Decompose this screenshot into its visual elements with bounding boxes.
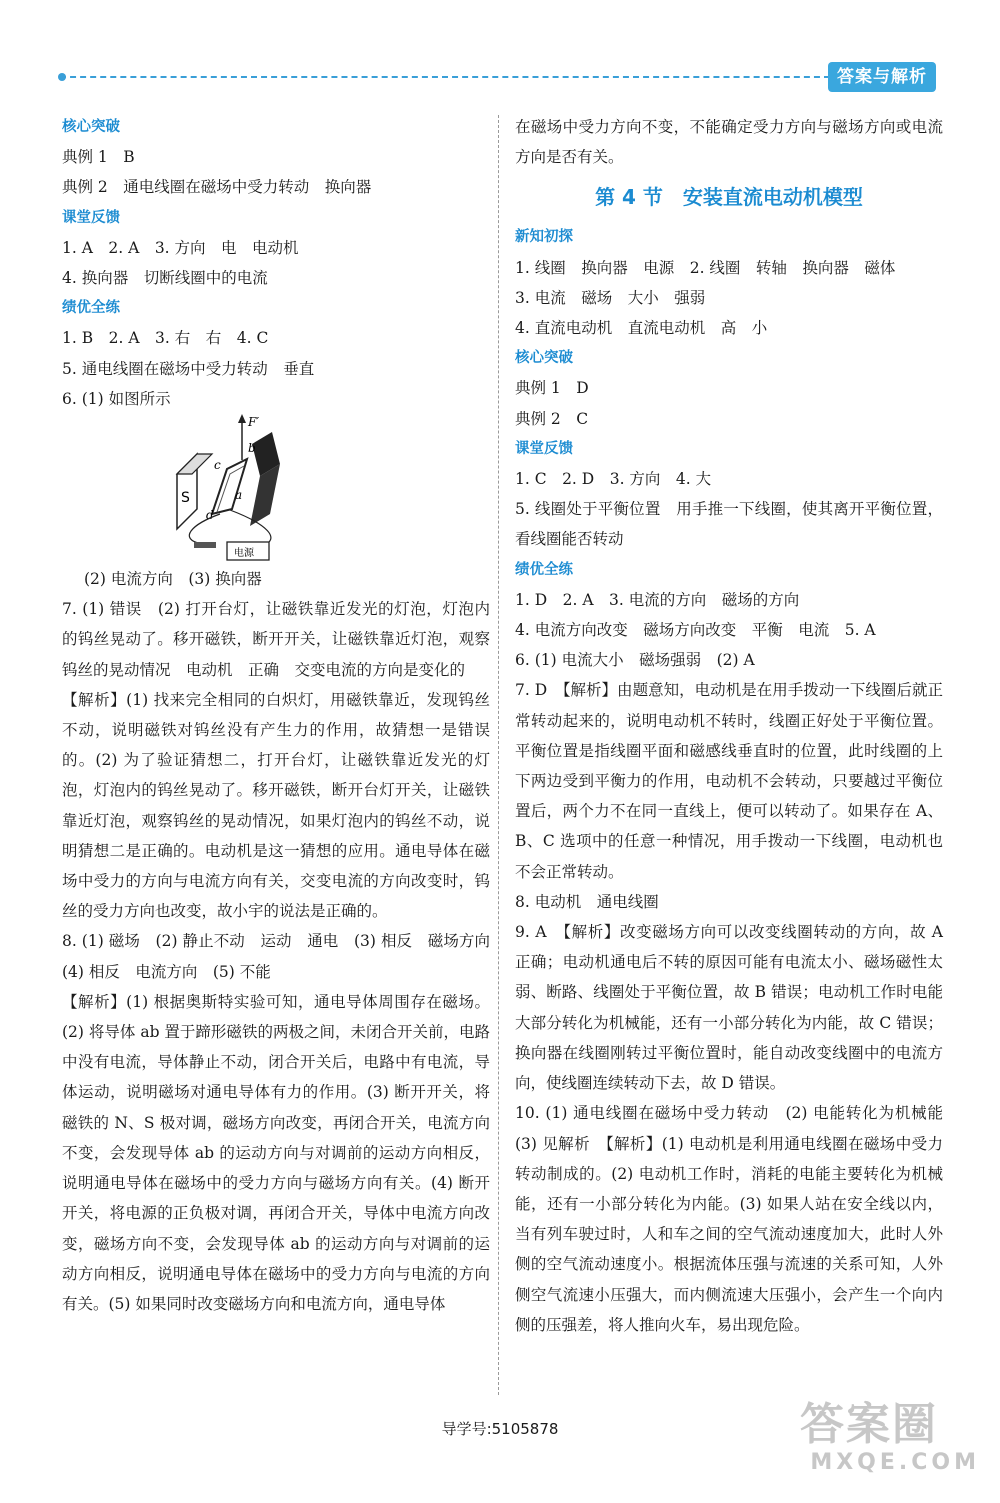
answer-line: 4. 换向器 切断线圈中的电流 — [62, 269, 268, 288]
point-c-label: c — [214, 458, 221, 473]
analysis-paragraph: 10. (1) 通电线圈在磁场中受力转动 (2) 电能转化为机械能 (3) 见解析 【解析】(1) 电动机是利用通电线圈在磁场中受力转动制成的。(2) 电动机工作时，消耗的电能主要转化为机械能，还有一小部分转化为内能。(3) 如果人站在安全线以内，当有列车驶过时，人和车之间的空气流动速度加大，此时人外侧的空气流动速度小。根据流体压强与流速的关系可知，人外侧空气流速小压强大，而内侧流速大压强小，会产生一个向内侧的压强差，将人推向火车，易出现危险。 — [515, 1104, 959, 1334]
analysis-paragraph: 9. A 【解析】改变磁场方向可以改变线圈转动的方向，故 A 正确；电动机通电后不转的原因可能有电流太小、磁场磁性太弱、断路、线圈处于平衡位置，故 B 错误；电动机工作时电能大部分转化为机械能，还有一小部分转化为内能，故 C 错误；换向器在线圈刚转过平衡位置时，能自动改变线圈中的电流方向，使线圈连续转动下去，故 D 错误。 — [515, 923, 943, 1093]
motor-diagram — [62, 414, 490, 564]
chapter-title: 第 4 节 安装直流电动机模型 — [595, 185, 863, 210]
answer-line: 典例 2 C — [515, 409, 589, 428]
answer-line: 1. D 2. A 3. 电流的方向 磁场的方向 — [515, 590, 800, 609]
answer-paragraph: 5. 线圈处于平衡位置 用手推一下线圈，使其离开平衡位置，看线圈能否转动 — [515, 500, 943, 549]
page-footer-code: 导学号:5105878 — [441, 1420, 559, 1438]
watermark-logo: 答案圈 — [800, 1399, 938, 1450]
answer-line: 4. 电流方向改变 磁场方向改变 平衡 电流 5. A — [515, 621, 876, 640]
watermark — [800, 1400, 990, 1495]
force-label: F′ — [248, 415, 260, 430]
answer-paragraph: 8. (1) 磁场 (2) 静止不动 运动 通电 (3) 相反 磁场方向 (4) 相反 电流方向 (5) 不能 — [62, 932, 506, 981]
left-column — [62, 112, 506, 1319]
point-b-label: b — [248, 441, 256, 456]
answer-line: 6. (1) 如图所示 — [62, 389, 171, 408]
power-label: 电源 — [234, 548, 254, 560]
point-d-label: d — [206, 508, 214, 523]
point-a-label: a — [235, 488, 243, 503]
continued-paragraph: 在磁场中受力方向不变，不能确定受力方向与磁场方向或电流方向是否有关。 — [515, 118, 943, 167]
header-tag: 答案与解析 — [828, 62, 936, 92]
watermark-url: MXQE.COM — [810, 1450, 980, 1475]
answer-line: (2) 电流方向 (3) 换向器 — [84, 570, 262, 589]
section-heading: 课堂反馈 — [515, 440, 573, 457]
section-heading: 核心突破 — [62, 119, 120, 135]
answer-line: 典例 2 通电线圈在磁场中受力转动 换向器 — [62, 178, 372, 197]
answer-line: 8. 电动机 通电线圈 — [515, 892, 659, 911]
answer-line: 典例 1 B — [62, 148, 135, 167]
answer-line: 3. 电流 磁场 大小 强弱 — [515, 288, 706, 307]
analysis-paragraph: 【解析】(1) 根据奥斯特实验可知，通电导体周围存在磁场。(2) 将导体 ab 置于蹄形磁铁的两极之间，未闭合开关前，电路中没有电流，导体静止不动，闭合开关后，电路中有电流，导体运动，说明磁场对通电导体有力的作用。(3) 断开开关，将磁铁的 N、S 极对调，磁场方向改变，再闭合开关，电流方向不变，会发现导体 ab 的运动方向与对调前的运动方向相反，说明通电导体在磁场中的受力方向与磁场方向有关。(4) 断开开关，将电源的正负极对调，再闭合开关，导体中电流方向改变，磁场方向不变，会发现导体 ab 的运动方向与对调前的运动方向相反，说明通电导体在磁场中的受力方向与电流的方向有关。(5) 如果同时改变磁场方向和电流方向，通电导体 — [62, 992, 490, 1313]
section-heading: 绩优全练 — [515, 561, 573, 578]
answer-line: 典例 1 D — [515, 379, 589, 398]
answer-paragraph: 7. (1) 错误 (2) 打开台灯，让磁铁靠近发光的灯泡，灯泡内的钨丝晃动了。移开磁铁，断开开关，让磁铁靠近灯泡，观察钨丝的晃动情况 电动机 正确 交变电流的方向是变化的 — [62, 600, 490, 679]
column-divider — [498, 115, 499, 1395]
answer-line: 1. B 2. A 3. 右 右 4. C — [62, 329, 269, 348]
section-heading: 绩优全练 — [62, 300, 120, 317]
magnet-s-label: S — [181, 490, 190, 507]
answer-line: 4. 直流电动机 直流电动机 高 小 — [515, 319, 768, 338]
answer-line: 1. 线圈 换向器 电源 2. 线圈 转轴 换向器 磁体 — [515, 258, 896, 277]
right-column — [515, 112, 959, 1340]
answer-line: 6. (1) 电流大小 磁场强弱 (2) A — [515, 651, 755, 670]
analysis-paragraph: 7. D 【解析】由题意知，电动机是在用手拨动一下线圈后就正常转动起来的，说明电动机不转时，线圈正好处于平衡位置。平衡位置是指线圈平面和磁感线垂直时的位置，此时线圈的上下两边受到平衡力的作用，电动机不会转动，只要越过平衡位置后，两个力不在同一直线上，便可以转动了。如果存在 A、B、C 选项中的任意一种情况，用手拨动一下线圈，电动机也不会正常转动。 — [515, 681, 943, 881]
answer-line: 5. 通电线圈在磁场中受力转动 垂直 — [62, 359, 315, 378]
section-heading: 核心突破 — [515, 350, 573, 367]
motor-diagram-svg — [172, 414, 312, 564]
answer-line: 1. A 2. A 3. 方向 电 电动机 — [62, 238, 299, 257]
section-heading: 课堂反馈 — [62, 209, 120, 226]
wire-left — [189, 514, 220, 544]
answer-line: 1. C 2. D 3. 方向 4. 大 — [515, 470, 712, 489]
analysis-paragraph: 【解析】(1) 找来完全相同的白炽灯，用磁铁靠近，发现钨丝不动，说明磁铁对钨丝没有产生力的作用，故猜想一是错误的。(2) 为了验证猜想二，打开台灯，让磁铁靠近发光的灯泡，灯泡内的钨丝晃动了。移开磁铁，断开台灯开关，让磁铁靠近灯泡，观察钨丝的晃动情况，如果灯泡内的钨丝不动，说明猜想二是正确的。电动机是这一猜想的应用。通电导体在磁场中受力的方向与电流方向有关，交变电流的方向改变时，钨丝的受力方向也改变，故小宇的说法是正确的。 — [62, 690, 490, 921]
switch — [194, 542, 216, 548]
header-rule — [60, 76, 830, 78]
force-arrowhead — [238, 414, 246, 423]
magnet-n-face — [250, 464, 280, 526]
section-heading: 新知初探 — [515, 229, 573, 246]
magnet-s-top — [177, 454, 212, 474]
